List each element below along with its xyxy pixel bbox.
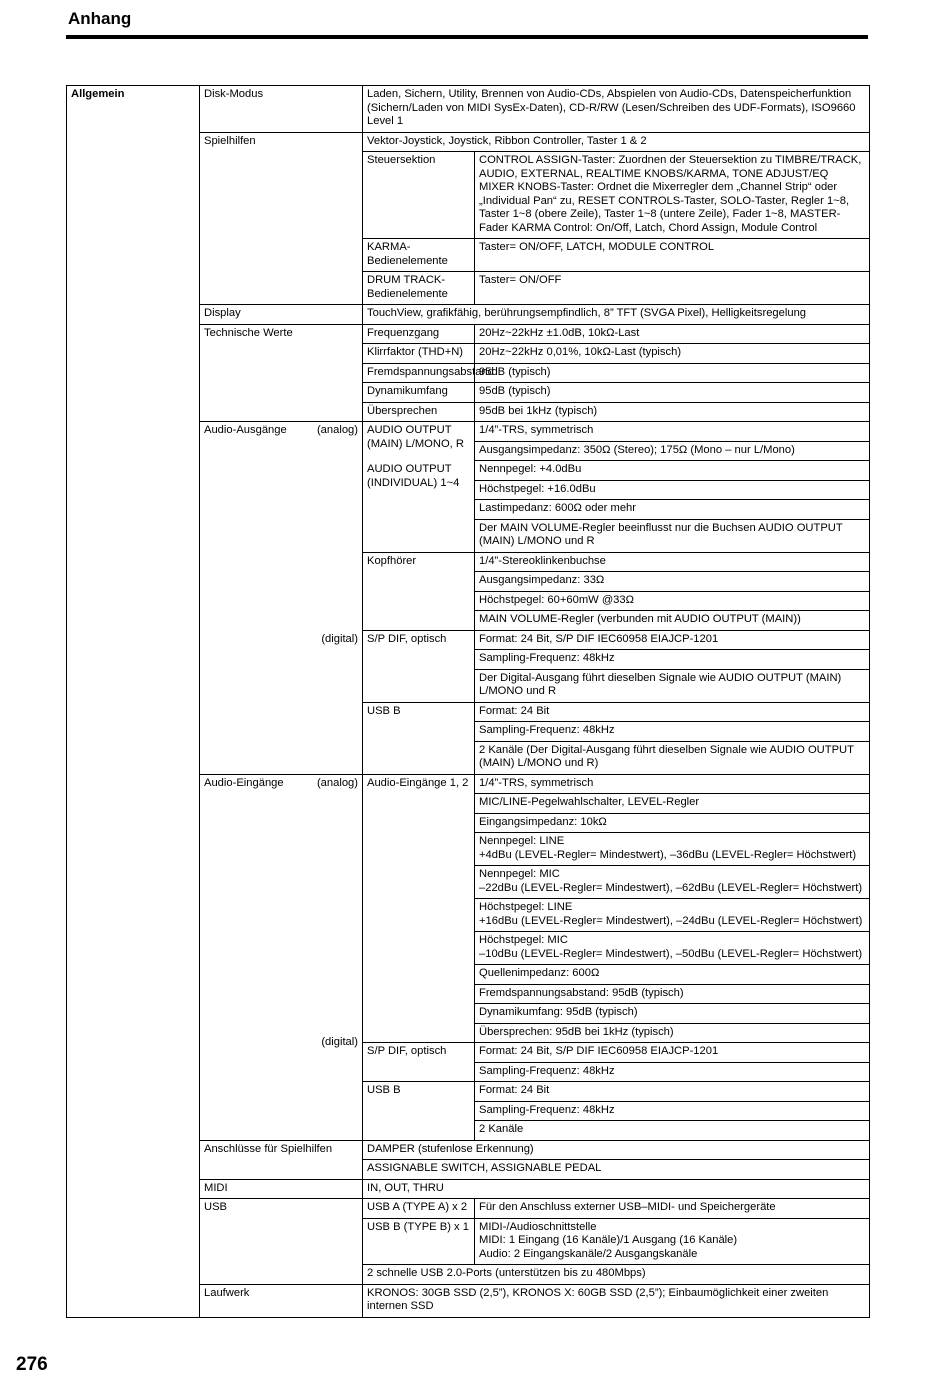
spec-value: MIDI-/Audioschnittstelle MIDI: 1 Eingang (16 Kanäle)/1 Ausgang (16 Kanäle) Audio: 2 Eingangskanäle/2 Ausgangskanäle <box>475 1218 870 1265</box>
spec-value: 20Hz~22kHz 0,01%, 10kΩ-Last (typisch) <box>475 344 870 364</box>
spec-value: Ausgangsimpedanz: 350Ω (Stereo); 175Ω (Mono – nur L/Mono) <box>475 441 870 461</box>
sub-label: Frequenzgang <box>363 324 475 344</box>
sub-label: USB A (TYPE A) x 2 <box>363 1199 475 1219</box>
spec-value: 20Hz~22kHz ±1.0dB, 10kΩ-Last <box>475 324 870 344</box>
spec-value: Der Digital-Ausgang führt dieselben Signale wie AUDIO OUTPUT (MAIN) L/MONO und R <box>475 669 870 702</box>
spec-value: IN, OUT, THRU <box>363 1179 870 1199</box>
spec-value: Der MAIN VOLUME-Regler beeinflusst nur die Buchsen AUDIO OUTPUT (MAIN) L/MONO und R <box>475 519 870 552</box>
spec-label <box>200 774 363 1140</box>
main-output-label: AUDIO OUTPUT (MAIN) L/MONO, R <box>367 424 464 450</box>
spec-label: Disk-Modus <box>200 86 363 133</box>
spec-value: Nennpegel: LINE +4dBu (LEVEL-Regler= Mindestwert), –36dBu (LEVEL-Regler= Höchstwert) <box>475 833 870 866</box>
spec-value: 2 Kanäle <box>475 1121 870 1141</box>
spec-value: Sampling-Frequenz: 48kHz <box>475 650 870 670</box>
analog-tag: (analog) <box>316 424 358 436</box>
spec-value: Höchstpegel: LINE +16dBu (LEVEL-Regler= Mindestwert), –24dBu (LEVEL-Regler= Höchstwert) <box>475 899 870 932</box>
spec-value: KRONOS: 30GB SSD (2,5”), KRONOS X: 60GB SSD (2,5”); Einbaumöglichkeit einer zweiten internen SSD <box>363 1284 870 1317</box>
spec-value: Höchstpegel: +16.0dBu <box>475 480 870 500</box>
spec-value: 1/4”-Stereoklinkenbuchse <box>475 552 870 572</box>
sub-label: Steuersektion <box>363 152 475 239</box>
spec-value: ASSIGNABLE SWITCH, ASSIGNABLE PEDAL <box>363 1160 870 1180</box>
spec-value: TouchView, grafikfähig, berührungsempfindlich, 8” TFT (SVGA Pixel), Helligkeitsregelung <box>363 305 870 325</box>
section-title: Anhang <box>68 9 132 28</box>
sub-label: USB B (TYPE B) x 1 <box>363 1218 475 1265</box>
spec-value: Laden, Sichern, Utility, Brennen von Audio-CDs, Abspielen von Audio-CDs, Datenspeicherfunktion (Sichern/Laden von MIDI SysEx-Daten), CD-R/RW (Lesen/Schreiben des UDF-Formats), ISO9660 Level 1 <box>363 86 870 133</box>
page-number: 276 <box>16 1354 48 1375</box>
spec-value: Fremdspannungsabstand: 95dB (typisch) <box>475 984 870 1004</box>
spec-value: 95dB bei 1kHz (typisch) <box>475 402 870 422</box>
individual-output-label: AUDIO OUTPUT (INDIVIDUAL) 1~4 <box>367 463 460 489</box>
digital-tag: (digital) <box>321 632 358 645</box>
spec-value: Taster= ON/OFF, LATCH, MODULE CONTROL <box>475 239 870 272</box>
sub-label: Übersprechen <box>363 402 475 422</box>
digital-tag: (digital) <box>321 1036 358 1048</box>
spec-label: USB <box>200 1199 363 1285</box>
spec-value: 2 schnelle USB 2.0-Ports (unterstützen bis zu 480Mbps) <box>363 1265 870 1285</box>
spec-value: Format: 24 Bit <box>475 1082 870 1102</box>
spec-value: CONTROL ASSIGN-Taster: Zuordnen der Steuersektion zu TIMBRE/TRACK, AUDIO, EXTERNAL, REALTIME KNOBS/KARMA, TONE ADJUST/EQ MIXER KNOBS-Taster: Ordnet die Mixerregler dem „Channel Strip“ oder „Individual Pan“ zu, RESET CONTROLS-Taster, SOLO-Taster, Regler 1~8, Taster 1~8 (obere Zeile), Taster 1~8 (untere Zeile), Fader 1~8, MASTER-Fader KARMA Control: On/Off, Latch, Chord Assign, Module Control <box>475 152 870 239</box>
spec-value: Format: 24 Bit <box>475 702 870 722</box>
sub-label: USB B <box>363 1082 475 1141</box>
spec-value: Taster= ON/OFF <box>475 272 870 305</box>
spec-value: Format: 24 Bit, S/P DIF IEC60958 EIAJCP-1201 <box>475 630 870 650</box>
spec-value: 95dB (typisch) <box>475 383 870 403</box>
spec-label: Laufwerk <box>200 1284 363 1317</box>
sub-label: Audio-Eingänge 1, 2 <box>363 774 475 1043</box>
spec-label <box>200 422 363 775</box>
spec-value: 95dB (typisch) <box>475 363 870 383</box>
spec-value: MAIN VOLUME-Regler (verbunden mit AUDIO OUTPUT (MAIN)) <box>475 611 870 631</box>
analog-tag: (analog) <box>316 776 358 789</box>
category-label: Allgemein <box>67 86 200 1318</box>
audio-in-label: Audio-Eingänge <box>204 776 284 789</box>
spec-value: 2 Kanäle (Der Digital-Ausgang führt dieselben Signale wie AUDIO OUTPUT (MAIN) L/MONO und R) <box>475 741 870 774</box>
spec-value: Ausgangsimpedanz: 33Ω <box>475 572 870 592</box>
spec-value: Quellenimpedanz: 600Ω <box>475 965 870 985</box>
sub-label: Fremdspannungsabstand <box>363 363 475 383</box>
spec-label: Spielhilfen <box>200 132 363 305</box>
sub-label: S/P DIF, optisch <box>363 630 475 702</box>
spec-value: Vektor-Joystick, Joystick, Ribbon Controller, Taster 1 & 2 <box>363 132 870 152</box>
spec-value: Eingangsimpedanz: 10kΩ <box>475 813 870 833</box>
spec-value: Sampling-Frequenz: 48kHz <box>475 722 870 742</box>
table-row <box>67 86 870 133</box>
spec-value: MIC/LINE-Pegelwahlschalter, LEVEL-Regler <box>475 794 870 814</box>
sub-label: Klirrfaktor (THD+N) <box>363 344 475 364</box>
spec-value: Dynamikumfang: 95dB (typisch) <box>475 1004 870 1024</box>
specifications-table <box>66 85 870 1318</box>
sub-label: Dynamikumfang <box>363 383 475 403</box>
sub-label: USB B <box>363 702 475 774</box>
header-rule <box>66 35 868 39</box>
sub-label <box>363 422 475 553</box>
spec-value: 1/4”-TRS, symmetrisch <box>475 774 870 794</box>
spec-value: Sampling-Frequenz: 48kHz <box>475 1062 870 1082</box>
sub-label: DRUM TRACK-Bedienelemente <box>363 272 475 305</box>
sub-label: KARMA-Bedienelemente <box>363 239 475 272</box>
spec-value: Höchstpegel: MIC –10dBu (LEVEL-Regler= Mindestwert), –50dBu (LEVEL-Regler= Höchstwert) <box>475 932 870 965</box>
spec-value: Nennpegel: MIC –22dBu (LEVEL-Regler= Mindestwert), –62dBu (LEVEL-Regler= Höchstwert) <box>475 866 870 899</box>
spec-value: Nennpegel: +4.0dBu <box>475 461 870 481</box>
spec-label: Display <box>200 305 363 325</box>
spec-value: Für den Anschluss externer USB–MIDI- und Speichergeräte <box>475 1199 870 1219</box>
sub-label: Kopfhörer <box>363 552 475 630</box>
spec-value: Lastimpedanz: 600Ω oder mehr <box>475 500 870 520</box>
spec-value: Format: 24 Bit, S/P DIF IEC60958 EIAJCP-1201 <box>475 1043 870 1063</box>
spec-value: Übersprechen: 95dB bei 1kHz (typisch) <box>475 1023 870 1043</box>
spec-value: 1/4”-TRS, symmetrisch <box>475 422 870 442</box>
audio-out-label: Audio-Ausgänge <box>204 424 287 436</box>
spec-label: Technische Werte <box>200 324 363 422</box>
sub-label: S/P DIF, optisch <box>363 1043 475 1082</box>
spec-label: MIDI <box>200 1179 363 1199</box>
spec-value: DAMPER (stufenlose Erkennung) <box>363 1140 870 1160</box>
spec-value: Sampling-Frequenz: 48kHz <box>475 1101 870 1121</box>
spec-label: Anschlüsse für Spielhilfen <box>200 1140 363 1179</box>
spec-value: Höchstpegel: 60+60mW @33Ω <box>475 591 870 611</box>
